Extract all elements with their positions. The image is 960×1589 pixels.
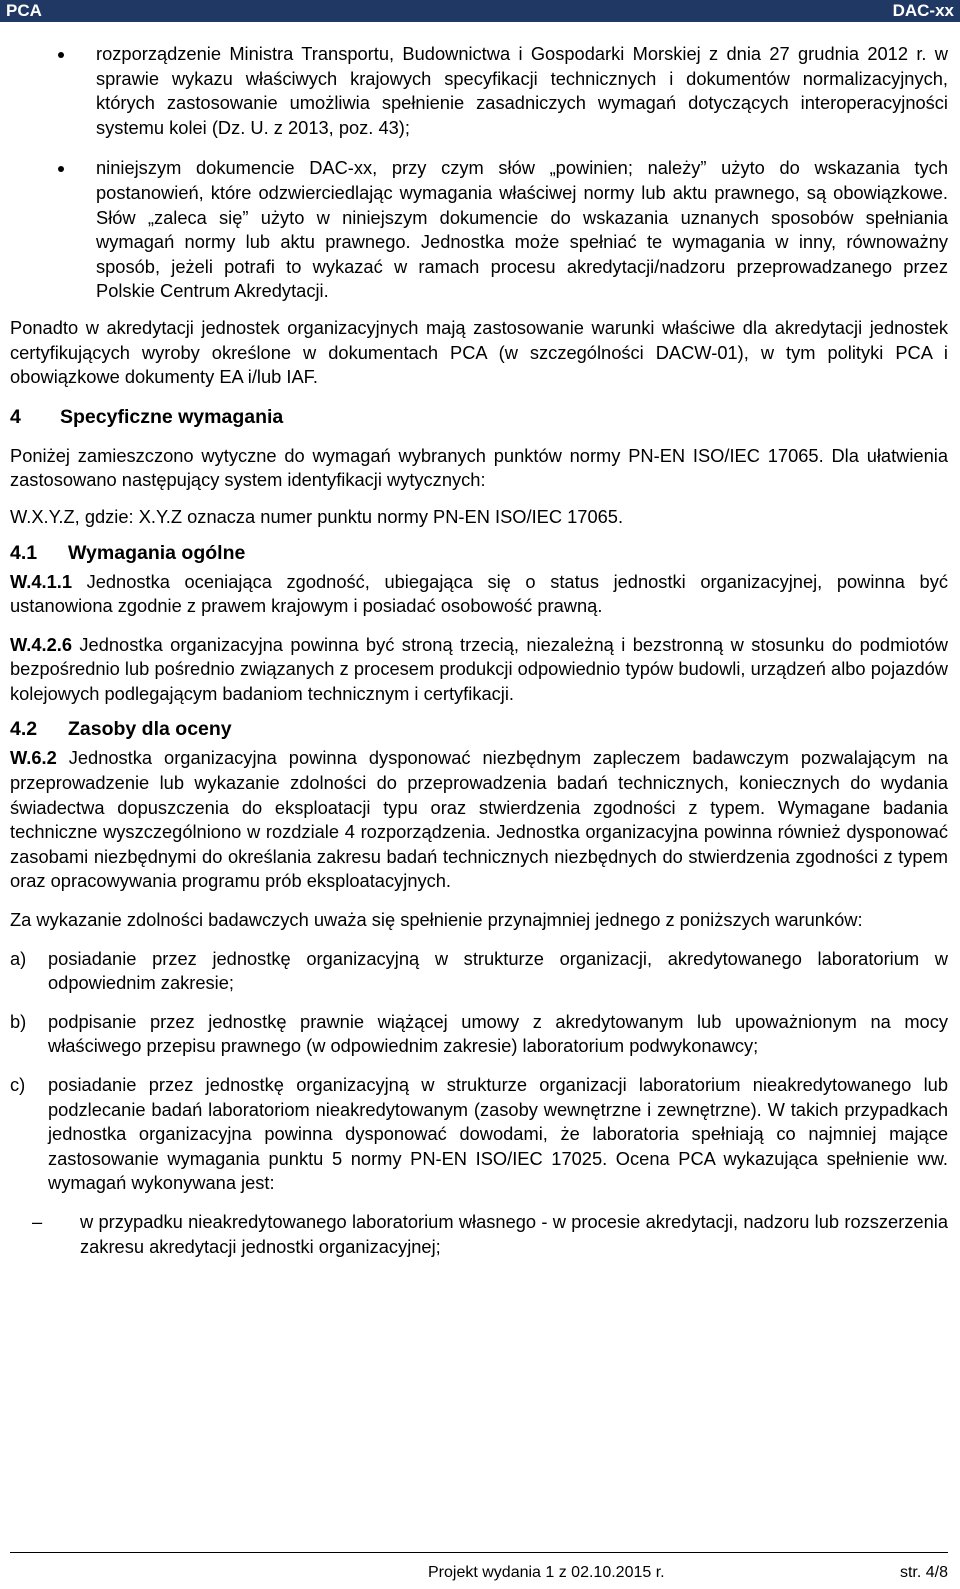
section-number: 4.2 bbox=[10, 718, 38, 741]
section-title: Wymagania ogólne bbox=[68, 541, 246, 564]
footer-project: Projekt wydania 1 z 02.10.2015 r. bbox=[428, 1564, 665, 1581]
section-heading-4 bbox=[10, 404, 948, 430]
dash-icon: – bbox=[32, 1210, 43, 1232]
footer-page-number: str. 4/8 bbox=[899, 1564, 948, 1581]
condition-label: b) bbox=[10, 1010, 27, 1032]
header-left: PCA bbox=[6, 1, 42, 20]
requirement-w62 bbox=[10, 746, 948, 894]
bullet-item bbox=[10, 156, 948, 304]
bullet-text: rozporządzenie Ministra Transportu, Budownictwa i Gospodarki Morskiej z dnia 27 grudnia 2012 r. w sprawie wykazu właściwych krajowych specyfikacji technicznych i dokumentów normalizacyjnych, których zastosowanie umożliwia spełnienie zasadniczych wymagań dotyczących interoperacyjności systemu kolei (Dz. U. z 2013, poz. 43); bbox=[96, 43, 948, 138]
condition-text: posiadanie przez jednostkę organizacyjną w strukturze organizacji laboratorium nieakredytowanego lub podzlecanie badań laboratoriom nieakredytowanym (zasoby wewnętrzne i zewnętrzne). W takich przypadkach jednostka organizacyjna powinna dysponować dowodami, że laboratoria spełniają co najmniej mające zastosowanie wymagania punktu 5 normy PN-EN ISO/IEC 17025. Ocena PCA wykazująca spełnienie ww. wymagań wykonywana jest: bbox=[48, 1074, 948, 1194]
paragraph-conditions: Za wykazanie zdolności badawczych uważa się spełnienie przynajmniej jednego z poniższych warunków: bbox=[10, 909, 863, 931]
condition-text: podpisanie przez jednostkę prawnie wiążącej umowy z akredytowanym lub upoważnionym na mocy właściwego przepisu prawnego (w odpowiednim zakresie) laboratorium podwykonawcy; bbox=[48, 1010, 948, 1057]
condition-item bbox=[10, 1010, 948, 1059]
requirement-code: W.6.2 bbox=[10, 747, 57, 769]
document-body bbox=[10, 42, 948, 1259]
requirement-w426 bbox=[10, 633, 948, 707]
condition-item bbox=[10, 947, 948, 996]
dash-text: w przypadku nieakredytowanego laboratorium własnego - w procesie akredytacji, nadzoru lub rozszerzenia zakresu akredytacji jednostki organizacyjnej; bbox=[80, 1210, 948, 1257]
condition-label: a) bbox=[10, 947, 27, 969]
section-heading-4-2 bbox=[10, 716, 948, 742]
bullet-icon bbox=[58, 52, 64, 58]
requirement-code: W.4.1.1 bbox=[10, 570, 72, 592]
page-header bbox=[0, 0, 960, 22]
section-title: Specyficzne wymagania bbox=[60, 405, 284, 428]
requirement-text: Jednostka organizacyjna powinna być stroną trzecią, niezależną i bezstronną w stosunku do podmiotów bezpośrednio lub pośrednio związanych z procesem produkcji odpowiednio typów budowli, urządzeń albo pojazdów kolejowych podlegającym badaniom technicznym i certyfikacji. bbox=[10, 633, 948, 704]
requirement-code: W.4.2.6 bbox=[10, 633, 72, 655]
section-number: 4.1 bbox=[10, 541, 38, 564]
header-right: DAC-xx bbox=[892, 1, 954, 20]
bullet-item bbox=[10, 42, 948, 140]
condition-text: posiadanie przez jednostkę organizacyjną w strukturze organizacji, akredytowanego laboratorium w odpowiednim zakresie; bbox=[48, 947, 948, 994]
dash-item bbox=[10, 1210, 948, 1259]
section-title: Zasoby dla oceny bbox=[68, 718, 232, 741]
paragraph-s4-1: Poniżej zamieszczono wytyczne do wymagań wybranych punktów normy PN-EN ISO/IEC 17065. Dla ułatwienia zastosowano następujący system identyfikacji wytycznych: bbox=[10, 444, 948, 491]
bullet-icon bbox=[58, 166, 64, 172]
condition-item bbox=[10, 1073, 948, 1196]
requirement-text: Jednostka organizacyjna powinna dysponować niezbędnym zapleczem badawczym pozwalającym na przeprowadzenie lub wykazanie zdolności do przeprowadzenia badań technicznych, koniecznych do wydania świadectwa dopuszczenia do eksploatacji typu oraz stwierdzenia zgodności z typem. Wymagane badania techniczne wyszczególniono w rozdziale 4 rozporządzenia. Jednostka organizacyjna powinna również dysponować zasobami niezbędnymi do określania zakresu badań technicznych niezbędnych do stwierdzenia zgodności z typem oraz opracowywania programu prób eksploatacyjnych. bbox=[10, 747, 948, 892]
section-number: 4 bbox=[10, 405, 21, 428]
paragraph-s4-2: W.X.Y.Z, gdzie: X.Y.Z oznacza numer punktu normy PN-EN ISO/IEC 17065. bbox=[10, 505, 624, 527]
section-heading-4-1 bbox=[10, 540, 948, 566]
paragraph-intro: Ponadto w akredytacji jednostek organizacyjnych mają zastosowanie warunki właściwe dla akredytacji jednostek certyfikujących wyroby określone w dokumentach PCA (w szczególności DACW-01), w tym polityki PCA i obowiązkowe dokumenty EA i/lub IAF. bbox=[10, 316, 948, 388]
requirement-w411 bbox=[10, 570, 948, 619]
footer-divider bbox=[10, 1552, 948, 1553]
bullet-text: niniejszym dokumencie DAC-xx, przy czym słów „powinien; należy” użyto do wskazania tych postanowień, które odzwierciedlając wymagania właściwej normy lub aktu prawnego, są obowiązkowe. Słów „zaleca się” użyto w niniejszym dokumencie do wskazania uznanych sposobów spełniania wymagań normy lub aktu prawnego. Jednostka może spełniać te wymagania w inny, równoważny sposób, jeżeli potrafi to wykazać w ramach procesu akredytacji/nadzoru przeprowadzanego przez Polskie Centrum Akredytacji. bbox=[96, 157, 948, 302]
requirement-text: Jednostka oceniająca zgodność, ubiegająca się o status jednostki organizacyjnej, powinna być ustanowiona zgodnie z prawem krajowym i posiadać osobowość prawną. bbox=[10, 570, 948, 617]
condition-label: c) bbox=[10, 1074, 26, 1095]
